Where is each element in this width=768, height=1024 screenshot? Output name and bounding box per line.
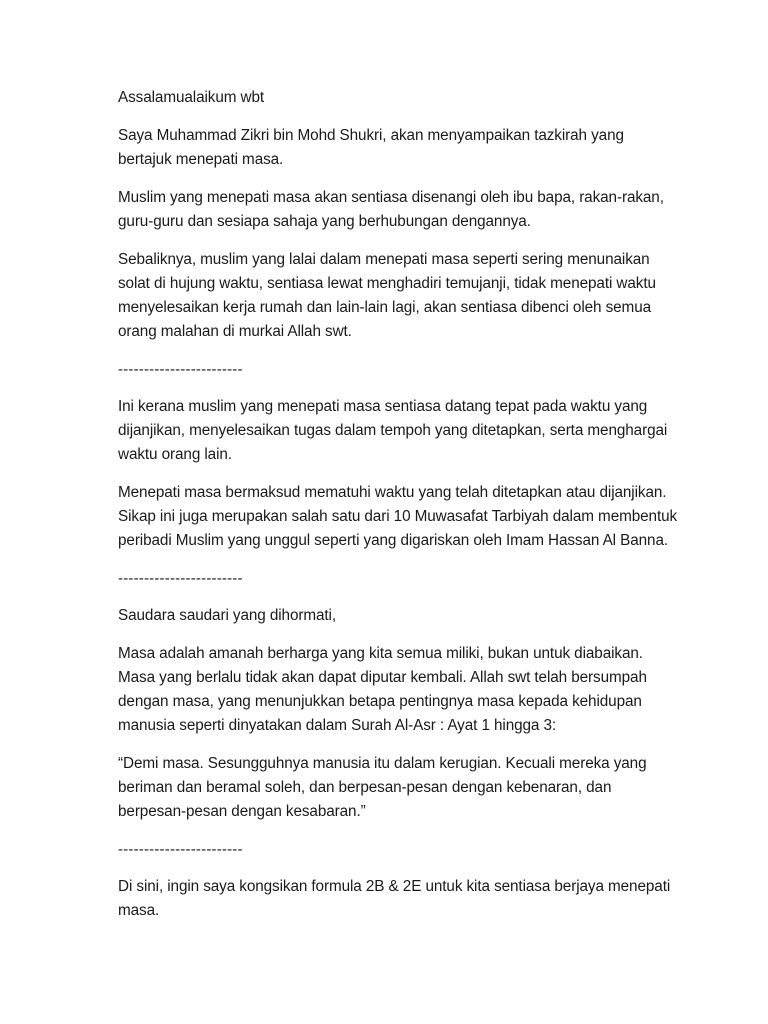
section-divider-1: ------------------------ — [118, 361, 243, 378]
body-paragraph-3: Ini kerana muslim yang menepati masa sentiasa datang tepat pada waktu yang dijanjikan, menyelesaikan tugas dalam tempoh yang ditetapkan, serta menghargai waktu orang lain. — [118, 398, 668, 463]
body-paragraph-6: Di sini, ingin saya kongsikan formula 2B & 2E untuk kita sentiasa berjaya menepati masa. — [118, 878, 671, 919]
body-paragraph-2: Sebaliknya, muslim yang lalai dalam menepati masa seperti sering menunaikan solat di hujung waktu, sentiasa lewat menghadiri temujanji, tidak menepati waktu menyelesaikan kerja rumah dan lain-lain lagi, akan sentiasa dibenci oleh semua orang malahan di murkai Allah swt. — [118, 251, 656, 340]
section-divider-3: ------------------------ — [118, 841, 243, 858]
greeting-paragraph: Assalamualaikum wbt — [118, 89, 265, 106]
section-divider-2: ------------------------ — [118, 570, 243, 587]
quote-paragraph: “Demi masa. Sesungguhnya manusia itu dalam kerugian. Kecuali mereka yang beriman dan beramal soleh, dan berpesan-pesan dengan kebenaran, dan berpesan-pesan dengan kesabaran.” — [118, 755, 647, 820]
intro-paragraph: Saya Muhammad Zikri bin Mohd Shukri, akan menyampaikan tazkirah yang bertajuk menepati masa. — [118, 127, 624, 168]
body-paragraph-4: Menepati masa bermaksud mematuhi waktu yang telah ditetapkan atau dijanjikan. Sikap ini juga merupakan salah satu dari 10 Muwasafat Tarbiyah dalam membentuk peribadi Muslim yang unggul seperti yang digariskan oleh Imam Hassan Al Banna. — [118, 484, 678, 549]
salutation-paragraph: Saudara saudari yang dihormati, — [118, 607, 336, 624]
body-paragraph-5: Masa adalah amanah berharga yang kita semua miliki, bukan untuk diabaikan. Masa yang berlalu tidak akan dapat diputar kembali. Allah swt telah bersumpah dengan masa, yang menunjukkan betapa pentingnya masa kepada kehidupan manusia seperti dinyatakan dalam Surah Al-Asr : Ayat 1 hingga 3: — [118, 645, 647, 734]
body-paragraph-1: Muslim yang menepati masa akan sentiasa disenangi oleh ibu bapa, rakan-rakan, guru-guru dan sesiapa sahaja yang berhubungan dengannya. — [118, 189, 664, 230]
document-page — [118, 86, 678, 937]
